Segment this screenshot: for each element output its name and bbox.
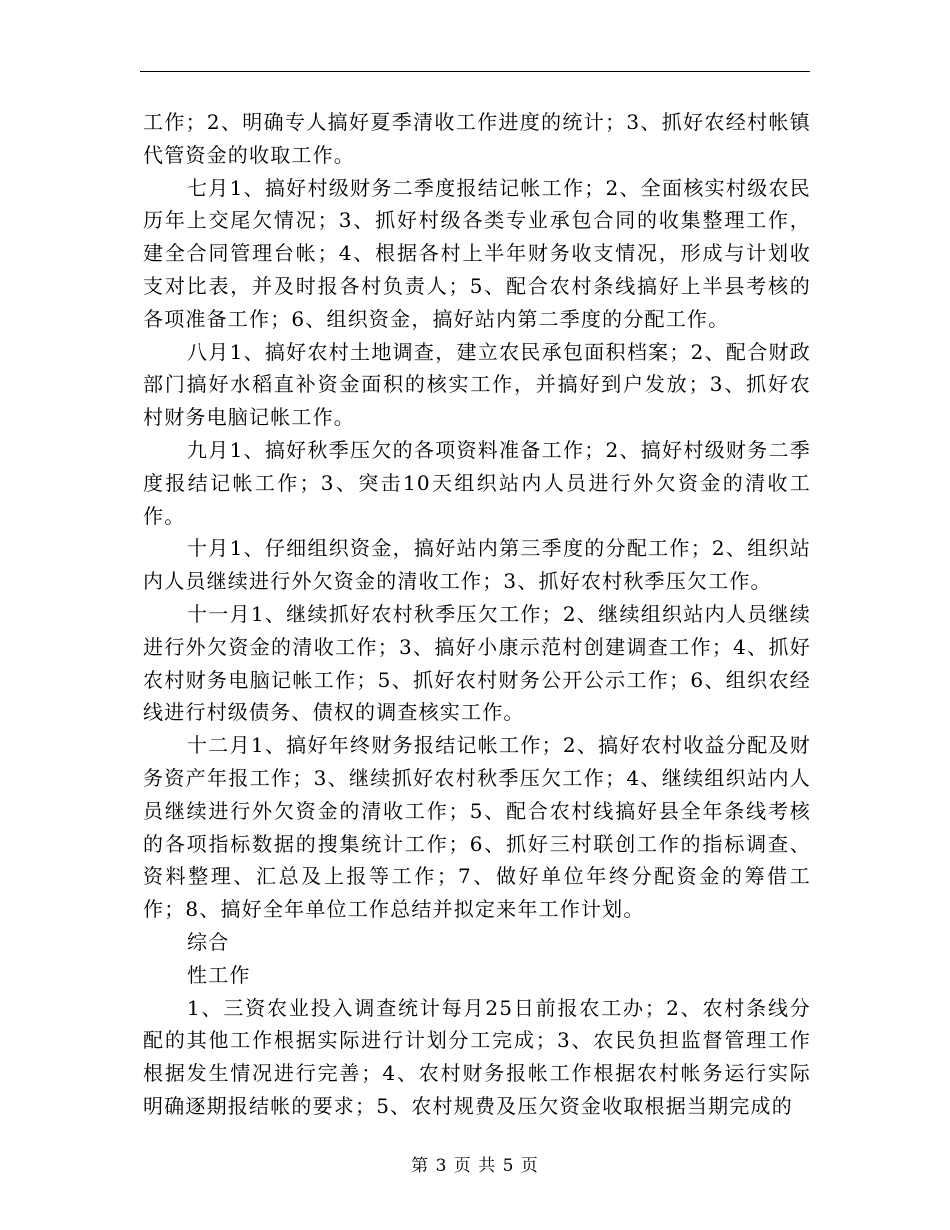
- paragraph-september: 九月1、搞好秋季压欠的各项资料准备工作；2、搞好村级财务二季度报结记帐工作；3、突击10天组织站内人员进行外欠资金的清收工作。: [143, 437, 811, 528]
- section-heading-part-1: 综合: [187, 929, 230, 954]
- paragraph-comprehensive-work: 1、三资农业投入调查统计每月25日前报农工办；2、农村条线分配的其他工作根据实际进行计划分工完成；3、农民负担监督管理工作根据发生情况进行完善；4、农村财务报帐工作根据农村帐务运行实际明确逐期报结帐的要求；5、农村规费及压欠资金收取根据当期完成的: [143, 995, 811, 1118]
- paragraph-december: 十二月1、搞好年终财务报结记帐工作；2、搞好农村收益分配及财务资产年报工作；3、继续抓好农村秋季压欠工作；4、继续组织站内人员继续进行外欠资金的清收工作；5、配合农村线搞好县全年条线考核的各项指标数据的搜集统计工作；6、抓好三村联创工作的指标调查、资料整理、汇总及上报等工作；7、做好单位年终分配资金的筹借工作；8、搞好全年单位工作总结并拟定来年工作计划。: [143, 733, 811, 922]
- page-number: 第 3 页 共 5 页: [411, 1156, 539, 1176]
- document-body: [143, 106, 811, 1123]
- paragraph-august: 八月1、搞好农村土地调查，建立农民承包面积档案；2、配合财政部门搞好水稻直补资金面积的核实工作，并搞好到户发放；3、抓好农村财务电脑记帐工作。: [143, 339, 811, 430]
- header-rule: [140, 71, 810, 72]
- paragraph-continuation: 工作；2、明确专人搞好夏季清收工作进度的统计；3、抓好农经村帐镇代管资金的收取工作。: [143, 110, 811, 167]
- paragraph-july: 七月1、搞好村级财务二季度报结记帐工作；2、全面核实村级农民历年上交尾欠情况；3、抓好村级各类专业承包合同的收集整理工作，建全合同管理台帐；4、根据各村上半年财务收支情况，形成与计划收支对比表，并及时报各村负责人；5、配合农村条线搞好上半县考核的各项准备工作；6、组织资金，搞好站内第二季度的分配工作。: [143, 175, 811, 331]
- section-heading-part-2: 性工作: [187, 962, 251, 987]
- paragraph-october: 十月1、仔细组织资金，搞好站内第三季度的分配工作；2、组织站内人员继续进行外欠资金的清收工作；3、抓好农村秋季压欠工作。: [143, 536, 811, 594]
- paragraph-november: 十一月1、继续抓好农村秋季压欠工作；2、继续组织站内人员继续进行外欠资金的清收工作；3、搞好小康示范村创建调查工作；4、抓好农村财务电脑记帐工作；5、抓好农村财务公开公示工作；6、组织农经线进行村级债务、债权的调查核实工作。: [143, 601, 811, 725]
